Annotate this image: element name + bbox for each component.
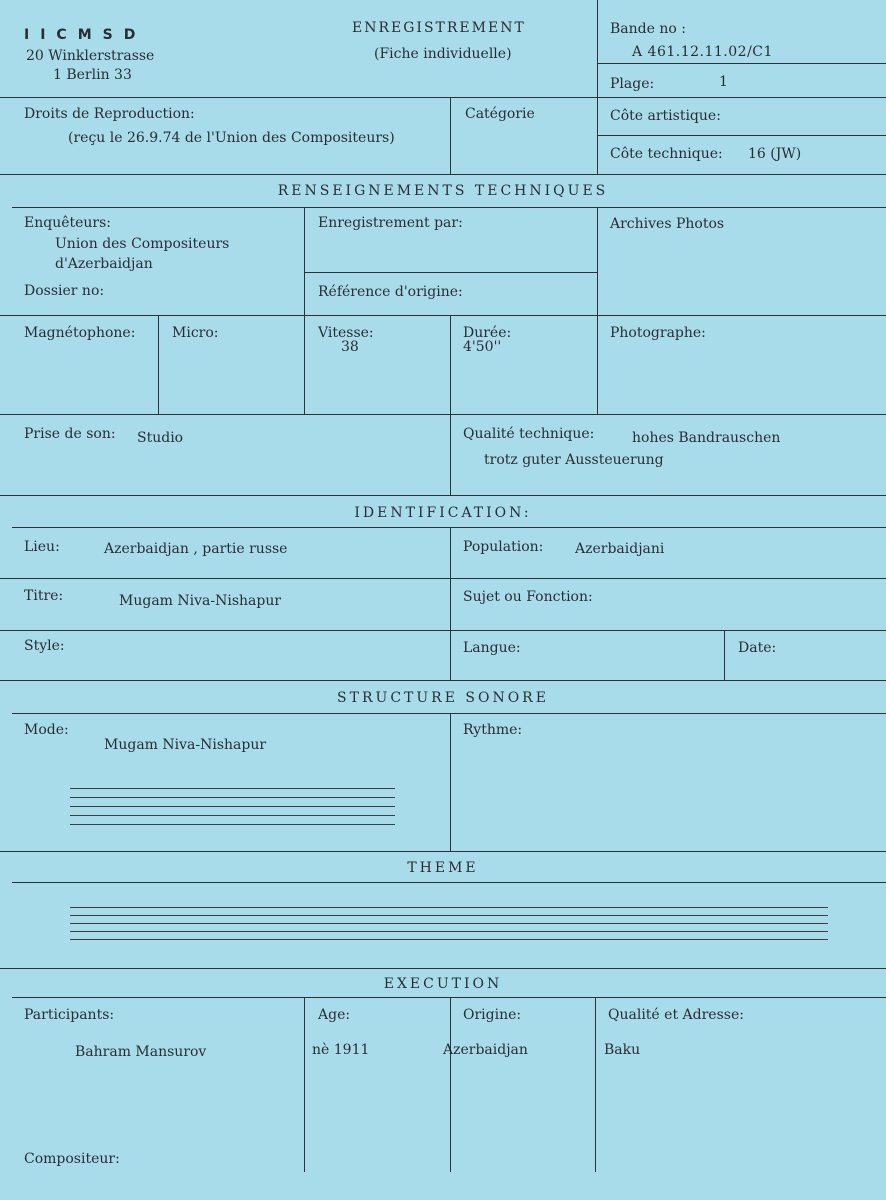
- rule: [0, 495, 886, 496]
- date-label: Date:: [738, 640, 777, 656]
- section-title-execution: EXECUTION: [383, 976, 503, 992]
- prise-label: Prise de son:: [24, 426, 116, 442]
- rule: [12, 713, 886, 714]
- rule: [597, 207, 598, 414]
- rule: [304, 997, 305, 1172]
- style-label: Style:: [24, 638, 65, 654]
- rule: [12, 997, 886, 998]
- enqueteurs-value-2: d'Azerbaidjan: [55, 256, 153, 272]
- rule: [450, 315, 451, 495]
- cote-technique-label: Côte technique:: [610, 146, 723, 162]
- rule: [0, 630, 886, 631]
- population-value: Azerbaidjani: [575, 541, 665, 557]
- qualite-technique-value-2: trotz guter Aussteuerung: [484, 452, 664, 468]
- rule: [0, 578, 886, 579]
- rule: [724, 630, 725, 680]
- sujet-label: Sujet ou Fonction:: [463, 589, 593, 605]
- rule: [304, 207, 305, 414]
- population-label: Population:: [463, 539, 544, 555]
- theme-staff-line: [70, 939, 828, 940]
- rule: [450, 527, 451, 680]
- enregistrement-par-label: Enregistrement par:: [318, 215, 463, 231]
- rule: [0, 97, 886, 98]
- origine-label: Origine:: [463, 1007, 522, 1023]
- magnetophone-label: Magnétophone:: [24, 325, 136, 341]
- rule: [0, 851, 886, 852]
- mode-label: Mode:: [24, 722, 69, 738]
- rule: [595, 997, 596, 1172]
- rule: [597, 0, 598, 174]
- section-title-technique: RENSEIGNEMENTS TECHNIQUES: [277, 183, 609, 199]
- qualite-technique-value-1: hohes Bandrauschen: [632, 430, 781, 446]
- form-title: ENREGISTREMENT: [352, 20, 526, 36]
- rule: [450, 713, 451, 851]
- compositeur-label: Compositeur:: [24, 1151, 120, 1167]
- rythme-label: Rythme:: [463, 722, 523, 738]
- rule: [305, 272, 598, 273]
- langue-label: Langue:: [463, 640, 521, 656]
- section-title-theme: THEME: [407, 860, 479, 876]
- rule: [598, 135, 886, 136]
- rule: [0, 968, 886, 969]
- rule: [0, 414, 886, 415]
- mode-staff-line: [70, 797, 395, 798]
- rule: [12, 527, 886, 528]
- rule: [0, 680, 886, 681]
- origine-value: Azerbaidjan: [443, 1042, 528, 1058]
- participants-label: Participants:: [24, 1007, 115, 1023]
- micro-label: Micro:: [172, 325, 219, 341]
- mode-staff-line: [70, 788, 395, 789]
- section-title-identification: IDENTIFICATION:: [354, 505, 532, 521]
- dossier-label: Dossier no:: [24, 283, 105, 299]
- lieu-value: Azerbaidjan , partie russe: [104, 541, 288, 557]
- mode-value: Mugam Niva-Nishapur: [104, 737, 267, 753]
- rule: [158, 315, 159, 414]
- prise-value: Studio: [137, 430, 184, 446]
- enqueteurs-label: Enquêteurs:: [24, 215, 112, 231]
- theme-staff-line: [70, 931, 828, 932]
- rule: [450, 997, 451, 1172]
- section-title-structure: STRUCTURE SONORE: [337, 690, 549, 706]
- titre-value: Mugam Niva-Nishapur: [119, 593, 282, 609]
- reference-label: Référence d'origine:: [318, 284, 463, 300]
- droits-value: (reçu le 26.9.74 de l'Union des Compositeurs): [68, 130, 395, 146]
- address-line-2: 1 Berlin 33: [53, 67, 132, 83]
- rule: [12, 207, 886, 208]
- vitesse-value: 38: [341, 339, 359, 355]
- rule: [12, 882, 886, 883]
- rule: [598, 63, 886, 64]
- droits-label: Droits de Reproduction:: [24, 106, 195, 122]
- mode-staff-line: [70, 806, 395, 807]
- rule: [450, 97, 451, 174]
- cote-technique-value: 16 (JW): [748, 146, 802, 162]
- lieu-label: Lieu:: [24, 539, 60, 555]
- archives-label: Archives Photos: [610, 216, 725, 232]
- enqueteurs-value-1: Union des Compositeurs: [55, 236, 230, 252]
- photographe-label: Photographe:: [610, 325, 706, 341]
- cote-artistique-label: Côte artistique:: [610, 108, 721, 124]
- theme-staff-line: [70, 915, 828, 916]
- titre-label: Titre:: [24, 588, 64, 604]
- vitesse-label: Vitesse:: [318, 325, 374, 341]
- bande-value: A 461.12.11.02/C1: [632, 44, 773, 60]
- theme-staff-line: [70, 907, 828, 908]
- bande-label: Bande no :: [610, 21, 686, 37]
- rule: [0, 315, 886, 316]
- plage-value: 1: [719, 74, 728, 90]
- participants-value: Bahram Mansurov: [75, 1044, 207, 1060]
- address-line-1: 20 Winklerstrasse: [26, 48, 155, 64]
- mode-staff-line: [70, 824, 395, 825]
- qualite-adresse-value: Baku: [604, 1042, 641, 1058]
- duree-label: Durée:: [463, 325, 512, 341]
- age-label: Age:: [318, 1007, 351, 1023]
- qualite-technique-label: Qualité technique:: [463, 426, 595, 442]
- rule: [0, 174, 886, 175]
- qualite-adresse-label: Qualité et Adresse:: [608, 1007, 744, 1023]
- mode-staff-line: [70, 815, 395, 816]
- org-logo: IICMSD: [24, 27, 147, 43]
- duree-value: 4'50'': [463, 339, 502, 355]
- age-value: nè 1911: [312, 1042, 370, 1058]
- form-subtitle: (Fiche individuelle): [374, 46, 512, 62]
- categorie-label: Catégorie: [465, 106, 535, 122]
- plage-label: Plage:: [610, 76, 655, 92]
- theme-staff-line: [70, 923, 828, 924]
